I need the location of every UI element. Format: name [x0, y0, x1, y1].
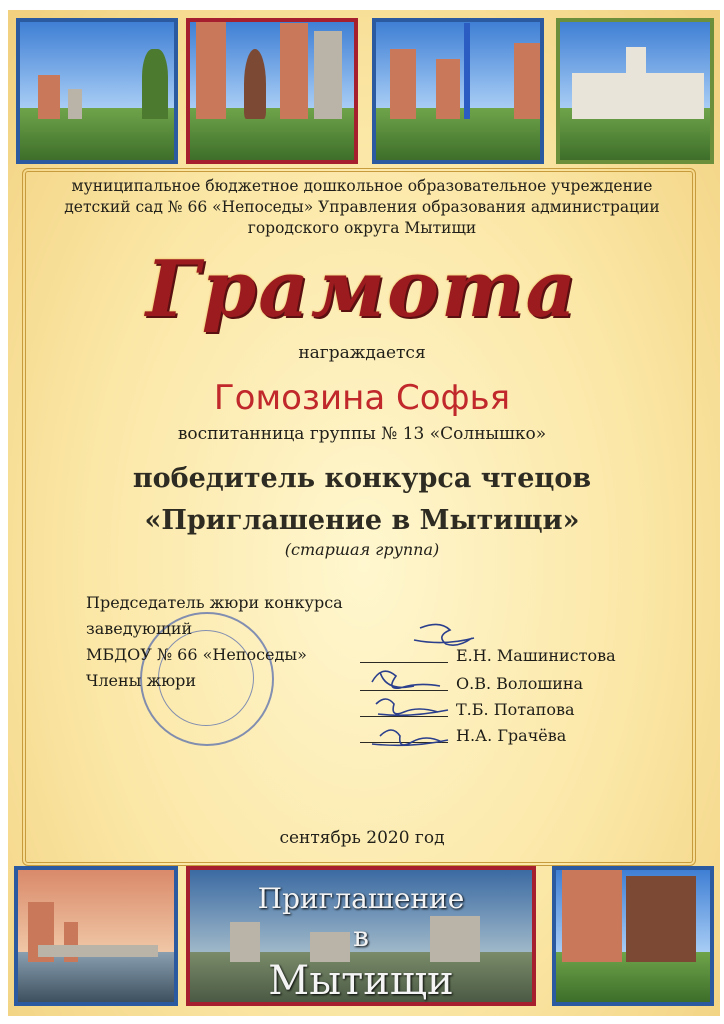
header-line-1: муниципальное бюджетное дошкольное образовательное учреждение — [71, 177, 653, 195]
certificate-title: Грамота — [145, 244, 579, 335]
jury-block — [86, 590, 343, 694]
photo-river-bridge — [14, 866, 178, 1006]
institution-header — [40, 176, 684, 239]
achievement-line-1: победитель конкурса чтецов — [132, 463, 592, 494]
jury-member-4: Н.А. Грачёва — [456, 726, 567, 745]
recipient-name: Гомозина Софья — [213, 378, 511, 418]
achievement-line-2: «Приглашение в Мытищи» — [144, 505, 580, 536]
photo-residential-playground — [552, 866, 714, 1006]
jury-chair-label-2: заведующий — [86, 619, 193, 638]
category-label: (старшая группа) — [284, 540, 440, 559]
banner-line-1: Приглашение — [257, 882, 465, 915]
photo-samovar-monument — [186, 18, 358, 164]
banner-line-3: Мытищи — [268, 958, 454, 1004]
photo-kindergarten-building — [556, 18, 714, 164]
awarded-text: награждается — [298, 343, 426, 363]
photo-city-park — [16, 18, 178, 164]
certificate-date: сентябрь 2020 год — [279, 828, 445, 848]
header-line-3: городского округа Мытищи — [247, 219, 477, 237]
jury-members-label: Члены жюри — [86, 671, 197, 690]
jury-chair-label-3: МБДОУ № 66 «Непоседы» — [86, 645, 307, 664]
recipient-group: воспитанница группы № 13 «Солнышко» — [177, 424, 547, 444]
header-line-2: детский сад № 66 «Непоседы» Управления образования администрации — [64, 198, 660, 216]
jury-chair-label-1: Председатель жюри конкурса — [86, 593, 343, 612]
jury-member-2: О.В. Волошина — [456, 674, 584, 693]
banner-line-2: в — [353, 920, 369, 953]
bottom-banner — [186, 872, 536, 1008]
jury-member-3: Т.Б. Потапова — [456, 700, 575, 719]
jury-member-1: Е.Н. Машинистова — [456, 646, 616, 665]
photo-towers-sculpture — [372, 18, 544, 164]
